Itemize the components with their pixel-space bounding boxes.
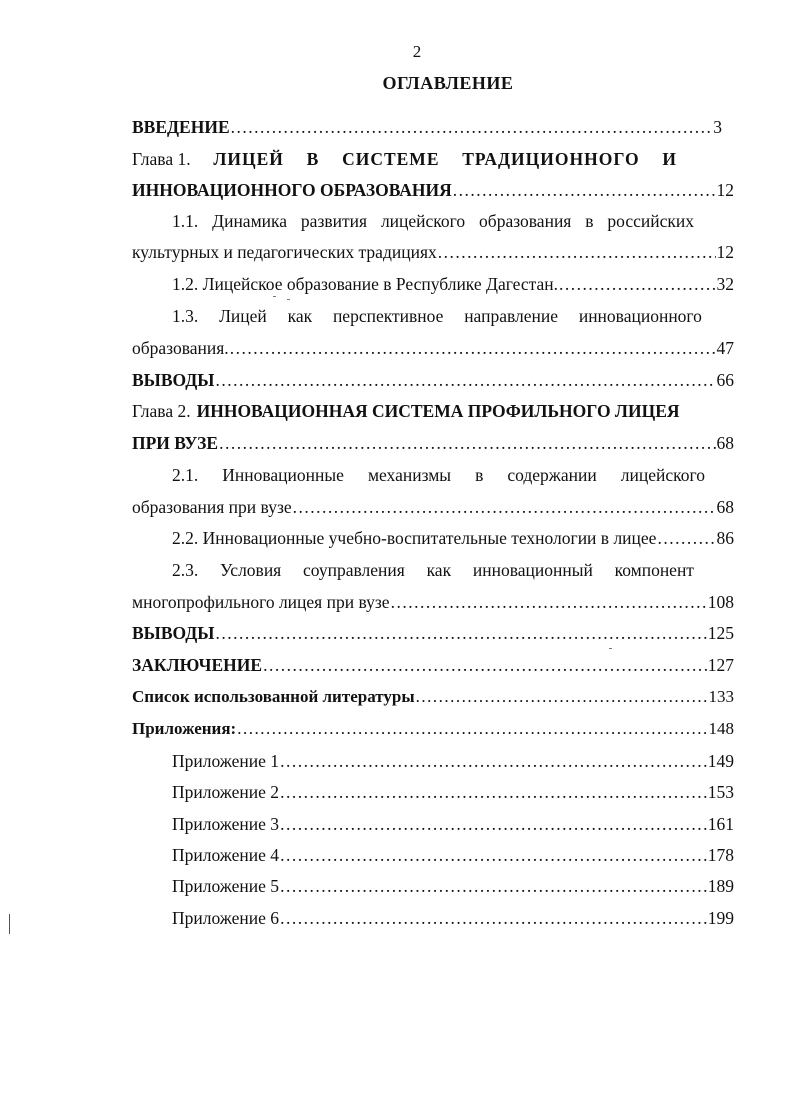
toc-entry-title: Приложение 1 <box>172 751 280 771</box>
toc-entry-page: 149 <box>707 751 734 771</box>
toc-entry-conclusions-1 <box>132 367 734 393</box>
toc-entry-title: культурных и педагогических традициях <box>132 242 437 262</box>
toc-section-2-1-line1: 2.1. Инновационные механизмы в содержании лицейского <box>172 465 705 485</box>
toc-entry-page: 3 <box>713 117 722 137</box>
scan-speck <box>609 648 612 649</box>
toc-entry-page: 189 <box>707 876 734 896</box>
toc-entry-page: 32 <box>716 274 734 294</box>
toc-chapter2-title-line1 <box>132 398 724 424</box>
toc-entry-title: ПРИ ВУЗЕ <box>132 433 219 453</box>
toc-entry-title: ВЫВОДЫ <box>132 623 215 643</box>
toc-entry-title: ИННОВАЦИОННОГО ОБРАЗОВАНИЯ <box>132 180 452 200</box>
scan-speck <box>287 299 290 300</box>
toc-entry-section-1-3 <box>132 335 734 361</box>
toc-entry-page: 148 <box>708 719 734 738</box>
toc-entry-title: Приложение 4 <box>172 845 280 865</box>
toc-entry-title: многопрофильного лицея при вузе <box>132 592 390 612</box>
toc-chapter1-title-line1: Глава 1. ЛИЦЕЙ В СИСТЕМЕ ТРАДИЦИОННОГО И <box>132 146 677 172</box>
toc-entry-appendix-5 <box>172 873 734 899</box>
toc-entry-title: Приложение 3 <box>172 814 280 834</box>
toc-entry-references <box>132 684 734 710</box>
toc-entry-page: 86 <box>716 528 734 548</box>
toc-entry-appendix-1 <box>172 748 734 774</box>
toc-entry-title: образования при вузе <box>132 497 292 517</box>
toc-entry-title: ЗАКЛЮЧЕНИЕ <box>132 655 263 675</box>
scan-edge-mark <box>9 914 10 934</box>
page-number: 2 <box>412 42 422 61</box>
toc-entry-page: 127 <box>707 655 734 675</box>
toc-entry-section-2-3 <box>132 589 734 615</box>
toc-entry-section-1-1 <box>132 239 734 265</box>
toc-entry-intro <box>132 114 722 140</box>
toc-entry-title: ВЫВОДЫ <box>132 370 215 390</box>
toc-entry-page: 199 <box>707 908 734 928</box>
toc-entry-page: 108 <box>707 592 734 612</box>
toc-entry-title: ВВЕДЕНИЕ <box>132 117 230 137</box>
toc-section-1-1-line1: 1.1. Динамика развития лицейского образования в российских <box>172 211 694 231</box>
toc-entry-chapter2 <box>132 430 734 456</box>
toc-entry-appendix-6 <box>172 905 734 931</box>
toc-heading: ОГЛАВЛЕНИЕ <box>382 73 514 93</box>
toc-entry-title: образования. <box>132 338 229 358</box>
toc-entry-page: 68 <box>716 497 734 517</box>
toc-entry-page: 125 <box>707 623 734 643</box>
scan-speck <box>273 296 276 297</box>
toc-section-2-3-line1: 2.3. Условия соуправления как инновационный компонент <box>172 560 694 580</box>
chapter-title: ИННОВАЦИОННАЯ СИСТЕМА ПРОФИЛЬНОГО ЛИЦЕЯ <box>196 401 680 421</box>
toc-entry-title: Список использованной литературы <box>132 687 415 706</box>
toc-entry-page: 133 <box>708 687 734 706</box>
toc-entry-title: Приложение 6 <box>172 908 280 928</box>
toc-entry-chapter1 <box>132 177 734 203</box>
toc-entry-title: 2.2. Инновационные учебно-воспитательные технологии в лицее <box>172 528 657 548</box>
toc-entry-page: 66 <box>716 370 734 390</box>
toc-entry-conclusions-2 <box>132 620 734 646</box>
toc-entry-page: 12 <box>716 242 734 262</box>
toc-entry-page: 47 <box>716 338 734 358</box>
chapter-label: Глава 2. <box>132 401 191 421</box>
toc-entry-section-1-2 <box>172 271 734 297</box>
toc-entry-page: 153 <box>707 782 734 802</box>
toc-entry-title: Приложение 2 <box>172 782 280 802</box>
toc-entry-page: 178 <box>707 845 734 865</box>
toc-entry-appendix-4 <box>172 842 734 868</box>
toc-entry-appendix-2 <box>172 779 734 805</box>
toc-entry-appendix-3 <box>172 811 734 837</box>
toc-entry-title: Приложения: <box>132 719 237 738</box>
toc-entry-title: Приложение 5 <box>172 876 280 896</box>
toc-entry-title: 1.2. Лицейское образование в Республике Дагестан. <box>172 274 559 294</box>
toc-entry-page: 68 <box>716 433 734 453</box>
toc-entry-appendices <box>132 716 734 742</box>
toc-section-1-3-line1: 1.3. Лицей как перспективное направление инновационного <box>172 306 702 326</box>
toc-entry-section-2-1 <box>132 494 734 520</box>
chapter-label: Глава 1. <box>132 149 191 169</box>
toc-entry-conclusion <box>132 652 734 678</box>
toc-entry-page: 161 <box>707 814 734 834</box>
toc-entry-section-2-2 <box>172 525 734 551</box>
toc-entry-page: 12 <box>716 180 734 200</box>
